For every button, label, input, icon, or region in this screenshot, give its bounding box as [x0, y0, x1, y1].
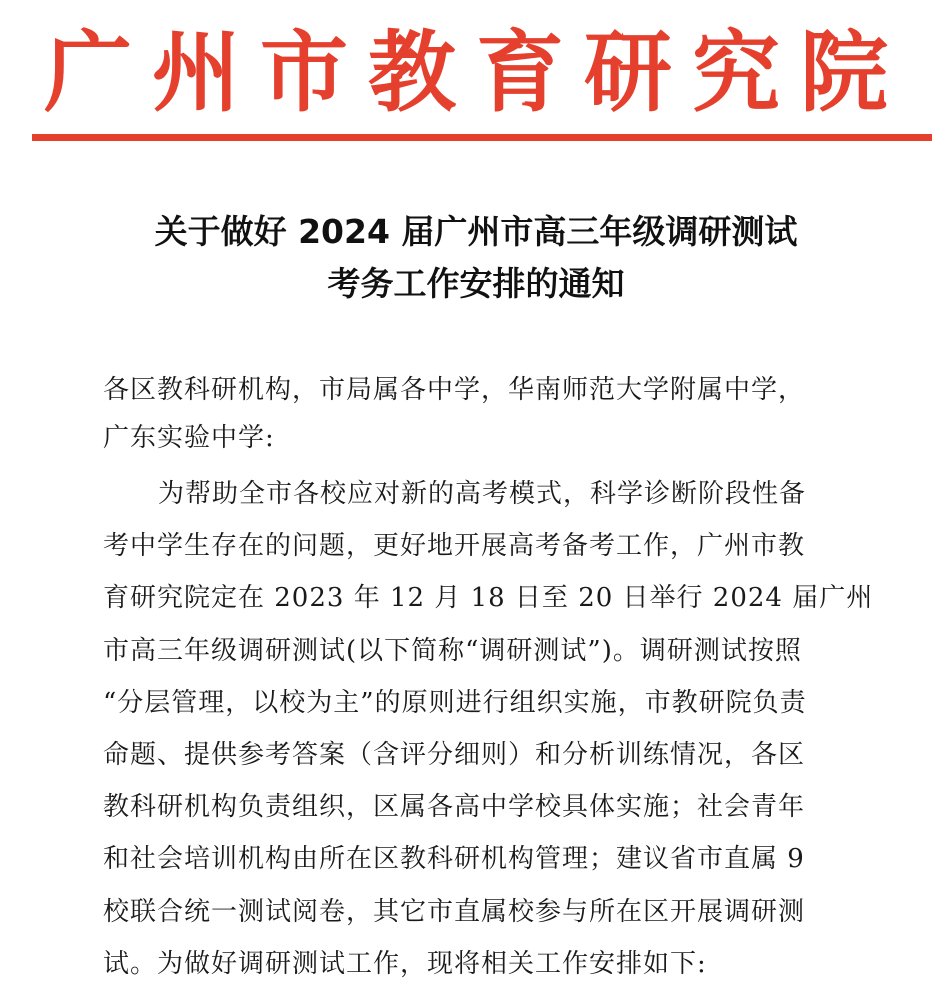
body-line-1: 为帮助全市各校应对新的高考模式，科学诊断阶段性备 [158, 479, 807, 509]
letterhead-org-name: 广州市教育研究院 [43, 21, 908, 124]
notice-title-line-2: 考务工作安排的通知 [327, 264, 625, 303]
body-line-6: 命题、提供参考答案（含评分细则）和分析训练情况，各区 [103, 740, 806, 771]
body-line-5: “分层管理，以校为主”的原则进行组织实施，市教研院负责 [103, 687, 807, 718]
body-line-4: 市高三年级调研测试(以下简称“调研测试”)。调研测试按照 [103, 635, 802, 666]
notice-title [0, 206, 952, 310]
notice-title-line-1: 关于做好 2024 届广州市高三年级调研测试 [154, 212, 798, 251]
body-line-8: 和社会培训机构由所在区教科研机构管理；建议省市直属 9 [103, 844, 805, 875]
body-line-10: 试。为做好调研测试工作，现将相关工作安排如下: [103, 948, 707, 979]
notice-body [103, 468, 874, 990]
letterhead-red-rule [32, 134, 932, 141]
body-line-2: 考中学生存在的问题，更好地开展高考备考工作，广州市教 [103, 531, 806, 562]
body-line-7: 教科研机构负责组织，区属各高中学校具体实施；社会青年 [103, 792, 806, 823]
salutation-line-2: 广东实验中学: [103, 423, 275, 453]
salutation-line-1: 各区教科研机构，市局属各中学，华南师范大学附属中学， [103, 375, 806, 405]
notice-salutation [103, 366, 863, 462]
body-line-3: 育研究院定在 2023 年 12 月 18 日至 20 日举行 2024 届广州 [103, 583, 874, 614]
body-line-9: 校联合统一测试阅卷，其它市直属校参与所在区开展调研测 [103, 896, 806, 927]
